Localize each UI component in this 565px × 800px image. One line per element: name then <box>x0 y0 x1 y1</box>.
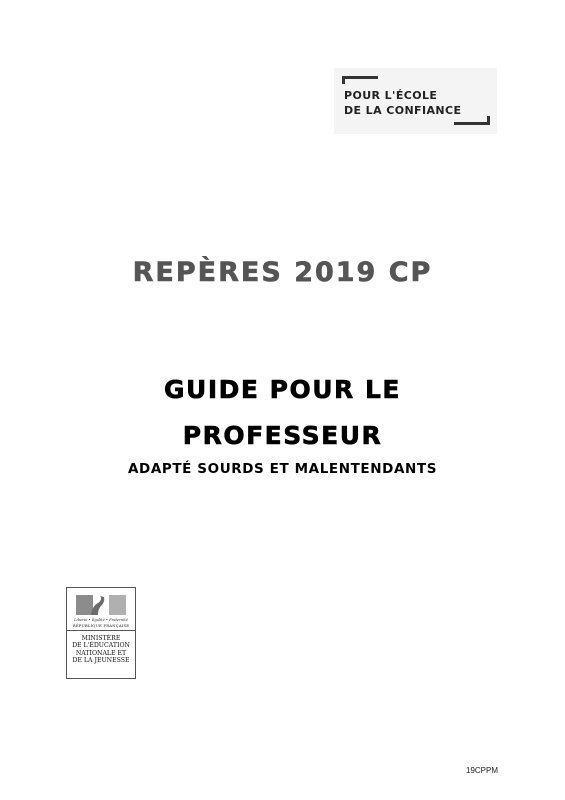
marianne-profile-icon <box>89 595 106 615</box>
logo-divider <box>67 630 135 631</box>
ministry-logo <box>66 587 136 679</box>
ministry-name-line: MINISTÈRE <box>81 635 121 642</box>
republic-name: RÉPUBLIQUE FRANÇAISE <box>72 623 130 628</box>
document-title: REPÈRES 2019 CP <box>132 257 433 288</box>
ministry-name-line: DE L'ÉDUCATION <box>72 642 130 650</box>
republic-motto: Liberté • Égalité • Fraternité <box>74 618 128 622</box>
reference-code: 19CPPM <box>466 766 499 775</box>
logo-bracket-top-vertical <box>342 76 345 84</box>
ministry-name-line: DE LA JEUNESSE <box>72 657 130 665</box>
guide-heading-line-2: PROFESSEUR <box>182 421 383 450</box>
logo-bracket-bottom <box>454 122 490 125</box>
ecole-confiance-logo <box>334 68 497 134</box>
logo-bracket-bottom-vertical <box>487 116 490 125</box>
ministry-name <box>67 635 135 665</box>
flag-band-right <box>109 595 126 615</box>
flag-band-center <box>93 595 110 615</box>
logo-bracket-top <box>342 76 378 79</box>
logo-line-1: POUR L'ÉCOLE <box>344 89 438 102</box>
guide-heading-line-1: GUIDE POUR LE <box>164 375 401 404</box>
guide-heading <box>0 367 565 459</box>
document-subtitle: ADAPTÉ SOURDS ET MALENTENDANTS <box>127 461 438 477</box>
ministry-name-line: NATIONALE ET <box>75 649 127 657</box>
marianne-flag-icon <box>76 595 126 615</box>
logo-line-2: DE LA CONFIANCE <box>344 104 462 117</box>
